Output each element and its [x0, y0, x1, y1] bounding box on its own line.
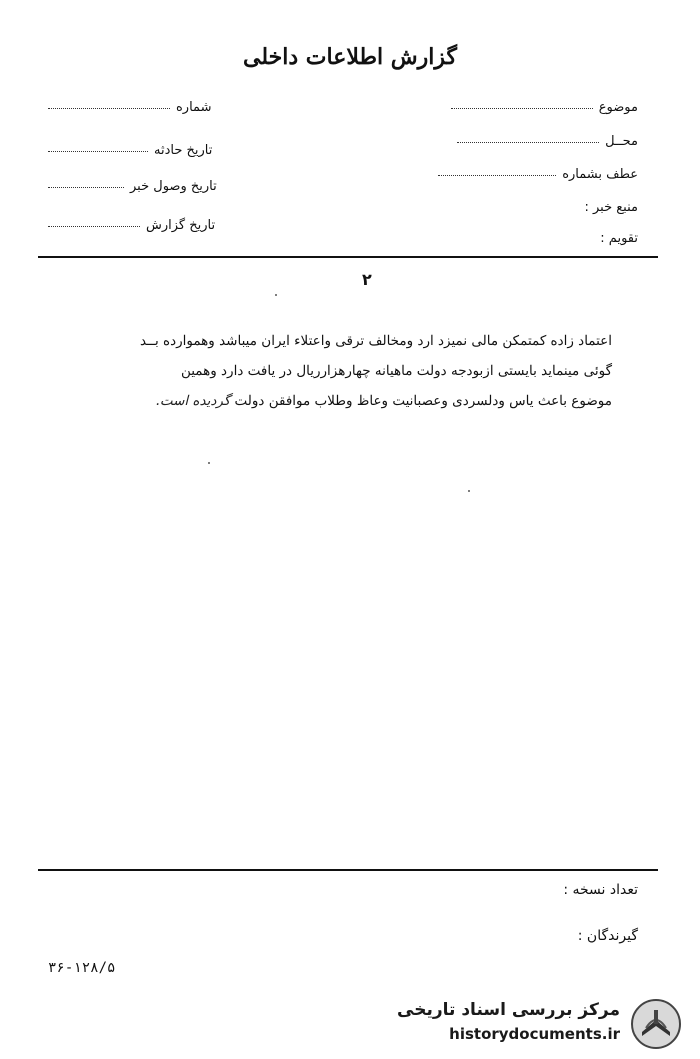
field-report-date-dots — [48, 225, 140, 227]
field-reference-label: عطف بشماره — [562, 167, 638, 182]
field-source-label: منبع خبر : — [584, 200, 638, 215]
watermark-url[interactable]: historydocuments.ir — [449, 1025, 620, 1043]
field-receipt-date — [48, 179, 217, 194]
body-line-1: اعتماد زاده کمتمکن مالی نمیزد ارد ومخالف ترقی واعتلاء ایران میباشد وهموارده بــد — [139, 333, 612, 349]
recipients-label: گیرندگان : — [577, 928, 638, 944]
field-report-date — [48, 218, 215, 233]
field-rating — [600, 231, 638, 246]
field-rating-label: تقویم : — [600, 231, 638, 246]
field-subject — [451, 100, 638, 115]
field-number-label: شماره — [176, 100, 212, 115]
body-line-3-typed: موضوع باعث یاس ودلسردی وعصبانیت وعاظ وطلاب موافقن دولت — [234, 393, 612, 409]
field-subject-dots — [451, 107, 593, 109]
field-subject-label: موضوع — [598, 100, 638, 115]
field-source — [584, 200, 638, 215]
field-incident-date-dots — [48, 150, 148, 152]
field-number-dots — [48, 107, 170, 109]
body-line-3 — [52, 386, 612, 416]
footer-divider — [38, 869, 658, 871]
watermark-title: مرکز بررسی اسناد تاریخی — [397, 1000, 620, 1020]
page-number: ۲ — [362, 270, 372, 289]
body-line-3-handwritten: گردیده است. — [155, 393, 231, 409]
field-receipt-date-label: تاریخ وصول خبر — [130, 179, 217, 194]
book-logo-icon — [630, 998, 682, 1050]
field-incident-date — [48, 143, 212, 158]
field-report-date-label: تاریخ گزارش — [146, 218, 216, 233]
field-number — [48, 100, 211, 115]
document-code: ۳۶-۱۲۸/۵ — [48, 960, 116, 976]
field-incident-date-label: تاریخ حادثه — [154, 143, 213, 158]
scan-speck — [275, 294, 277, 296]
field-receipt-date-dots — [48, 186, 124, 188]
field-reference-dots — [438, 174, 556, 176]
body-line-2: گوئی مینماید بایستی ازبودجه دولت ماهیانه چهارهزارریال در یافت دارد وهمین — [180, 363, 612, 379]
page-title: گزارش اطلاعات داخلی — [243, 44, 457, 70]
scan-speck — [468, 490, 470, 492]
header-divider — [38, 256, 658, 258]
field-location-label: محــل — [605, 134, 638, 149]
copies-count-label: تعداد نسخه : — [563, 882, 638, 898]
field-reference — [438, 167, 638, 182]
field-location-dots — [457, 141, 599, 143]
watermark — [392, 998, 682, 1050]
report-body — [52, 326, 612, 416]
scan-speck — [208, 462, 210, 464]
field-location — [457, 134, 638, 149]
